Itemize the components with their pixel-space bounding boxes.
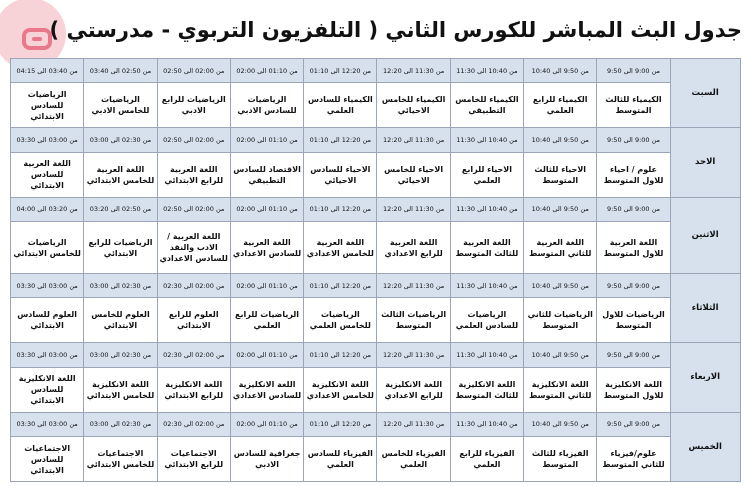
subject-cell: علوم/فيزياء للثاني المتوسط: [597, 437, 670, 482]
subject-cell: علوم / احياء للاول المتوسط: [597, 152, 670, 197]
time-slot: من 01:10 الى 02:00: [230, 343, 303, 367]
subject-cell: الرياضيات للثاني المتوسط: [524, 298, 597, 343]
time-slot: من 12:20 الى 01:10: [304, 59, 377, 83]
subject-cell: اللغة العربية للاول المتوسط: [597, 222, 670, 274]
time-slot: من 01:10 الى 02:00: [230, 128, 303, 152]
time-slot: من 03:20 الى 04:00: [11, 197, 84, 221]
subject-row: [11, 222, 741, 274]
time-slot: من 11:30 الى 12:20: [377, 412, 450, 436]
subject-cell: الرياضيات للسادس العلمي: [450, 298, 523, 343]
time-slot: من 9:00 الى 9:50: [597, 59, 670, 83]
subject-cell: اللغة العربية للسادس الابتدائي: [11, 152, 84, 197]
subject-cell: الرياضيات للخامس العلمي: [304, 298, 377, 343]
time-slot: من 02:50 الى 03:40: [84, 59, 157, 83]
subject-row: [11, 152, 741, 197]
time-slot: من 9:00 الى 9:50: [597, 128, 670, 152]
time-slot: من 02:30 الى 03:00: [84, 412, 157, 436]
subject-cell: اللغة الانكليزية للاول المتوسط: [597, 367, 670, 412]
time-slot: من 10:40 الى 11:30: [450, 59, 523, 83]
subject-cell: جغرافية للسادس الادبي: [230, 437, 303, 482]
time-slot: من 10:40 الى 11:30: [450, 197, 523, 221]
day-label: الاحد: [670, 128, 740, 197]
subject-cell: الرياضيات للخامس الادبي: [84, 83, 157, 128]
time-row: [11, 59, 741, 83]
subject-cell: اللغة العربية للثاني المتوسط: [524, 222, 597, 274]
time-slot: من 9:00 الى 9:50: [597, 343, 670, 367]
time-slot: من 9:00 الى 9:50: [597, 197, 670, 221]
subject-row: [11, 367, 741, 412]
subject-cell: اللغة الانكليزية للخامس الابتدائي: [84, 367, 157, 412]
subject-row: [11, 437, 741, 482]
subject-cell: اللغة العربية للسادس الاعدادي: [230, 222, 303, 274]
subject-cell: الرياضيات للرابع الابتدائي: [84, 222, 157, 274]
subject-cell: الاحياء للخامس الاحيائي: [377, 152, 450, 197]
time-slot: من 10:40 الى 11:30: [450, 274, 523, 298]
subject-cell: الرياضيات الثالث المتوسط: [377, 298, 450, 343]
time-slot: من 9:50 الى 10:40: [524, 59, 597, 83]
time-slot: من 10:40 الى 11:30: [450, 128, 523, 152]
subject-cell: العلوم للسادس الابتدائي: [11, 298, 84, 343]
time-slot: من 01:10 الى 02:00: [230, 412, 303, 436]
time-slot: من 12:20 الى 01:10: [304, 343, 377, 367]
time-slot: من 9:50 الى 10:40: [524, 412, 597, 436]
subject-cell: الاحياء للسادس الاحيائي: [304, 152, 377, 197]
subject-cell: الفيزياء للثالث المتوسط: [524, 437, 597, 482]
subject-cell: الاجتماعيات للخامس الابتدائي: [84, 437, 157, 482]
time-slot: من 10:40 الى 11:30: [450, 412, 523, 436]
subject-cell: الكيمياء للرابع العلمي: [524, 83, 597, 128]
subject-row: [11, 298, 741, 343]
subject-cell: اللغة العربية للخامس الاعدادي: [304, 222, 377, 274]
time-slot: من 03:00 الى 03:30: [11, 412, 84, 436]
subject-cell: الاجتماعيات للرابع الابتدائي: [157, 437, 230, 482]
time-slot: من 02:30 الى 03:00: [84, 274, 157, 298]
time-slot: من 02:00 الى 02:30: [157, 343, 230, 367]
day-label: الخميس: [670, 412, 740, 481]
time-row: [11, 274, 741, 298]
time-row: [11, 128, 741, 152]
time-slot: من 02:00 الى 02:50: [157, 128, 230, 152]
time-slot: من 03:00 الى 03:30: [11, 343, 84, 367]
subject-cell: الكيمياء للخامس الاحيائي: [377, 83, 450, 128]
subject-cell: اللغة العربية للخامس الابتدائي: [84, 152, 157, 197]
time-slot: من 02:50 الى 03:20: [84, 197, 157, 221]
subject-cell: اللغة العربية للثالث المتوسط: [450, 222, 523, 274]
subject-cell: الفيزياء للرابع العلمي: [450, 437, 523, 482]
time-slot: من 11:30 الى 12:20: [377, 128, 450, 152]
subject-cell: الكيمياء للسادس العلمي: [304, 83, 377, 128]
page-title: جدول البث المباشر للكورس الثاني ( التلفزيون التربوي - مدرستي ): [49, 18, 742, 42]
time-slot: من 12:20 الى 01:10: [304, 274, 377, 298]
subject-cell: الكيمياء للثالث المتوسط: [597, 83, 670, 128]
subject-cell: الرياضيات للرابع الادبي: [157, 83, 230, 128]
time-row: [11, 343, 741, 367]
subject-cell: العلوم للرابع الابتدائي: [157, 298, 230, 343]
time-slot: من 02:00 الى 02:30: [157, 412, 230, 436]
time-slot: من 03:40 الى 04:15: [11, 59, 84, 83]
time-slot: من 9:00 الى 9:50: [597, 412, 670, 436]
subject-cell: الكيمياء للخامس التطبيقي: [450, 83, 523, 128]
subject-cell: اللغة الانكليزية للسادس الاعدادي: [230, 367, 303, 412]
time-slot: من 11:30 الى 12:20: [377, 59, 450, 83]
subject-cell: الرياضيات للسادس الادبي: [230, 83, 303, 128]
time-slot: من 9:50 الى 10:40: [524, 197, 597, 221]
time-slot: من 12:20 الى 01:10: [304, 128, 377, 152]
subject-cell: اللغة الانكليزية للثاني المتوسط: [524, 367, 597, 412]
subject-cell: اللغة الانكليزية للخامس الاعدادي: [304, 367, 377, 412]
time-slot: من 9:00 الى 9:50: [597, 274, 670, 298]
day-label: الاربعاء: [670, 343, 740, 412]
time-slot: من 11:30 الى 12:20: [377, 197, 450, 221]
day-label: السبت: [670, 59, 740, 128]
subject-cell: اللغة الانكليزية للرابع الاعدادي: [377, 367, 450, 412]
time-slot: من 01:10 الى 02:00: [230, 59, 303, 83]
time-slot: من 02:30 الى 03:00: [84, 128, 157, 152]
subject-cell: الاقتصاد للسادس التطبيقي: [230, 152, 303, 197]
time-slot: من 03:00 الى 03:30: [11, 274, 84, 298]
time-slot: من 12:20 الى 01:10: [304, 412, 377, 436]
subject-cell: العلوم للخامس الابتدائي: [84, 298, 157, 343]
time-slot: من 03:00 الى 03:30: [11, 128, 84, 152]
time-slot: من 01:10 الى 02:00: [230, 274, 303, 298]
time-slot: من 12:20 الى 01:10: [304, 197, 377, 221]
subject-cell: الاحياء للرابع العلمي: [450, 152, 523, 197]
subject-cell: الرياضيات للاول المتوسط: [597, 298, 670, 343]
subject-cell: الرياضيات للسادس الابتدائي: [11, 83, 84, 128]
subject-cell: اللغة الانكليزية للرابع الابتدائي: [157, 367, 230, 412]
subject-row: [11, 83, 741, 128]
time-row: [11, 412, 741, 436]
time-slot: من 02:00 الى 02:50: [157, 59, 230, 83]
time-slot: من 9:50 الى 10:40: [524, 274, 597, 298]
time-slot: من 11:30 الى 12:20: [377, 274, 450, 298]
time-slot: من 02:30 الى 03:00: [84, 343, 157, 367]
subject-cell: اللغة العربية للرابع الابتدائي: [157, 152, 230, 197]
subject-cell: الرياضيات للخامس الابتدائي: [11, 222, 84, 274]
subject-cell: الفيزياء للخامس العلمي: [377, 437, 450, 482]
subject-cell: اللغة العربية /الادب والنقد للسادس الاعدادي: [157, 222, 230, 274]
day-label: الاثنين: [670, 197, 740, 273]
subject-cell: الاحياء للثالث المتوسط: [524, 152, 597, 197]
subject-cell: اللغة العربية للرابع الاعدادي: [377, 222, 450, 274]
subject-cell: اللغة الانكليزية للثالث المتوسط: [450, 367, 523, 412]
subject-cell: الاجتماعيات للسادس الابتدائي: [11, 437, 84, 482]
time-slot: من 9:50 الى 10:40: [524, 128, 597, 152]
time-slot: من 9:50 الى 10:40: [524, 343, 597, 367]
time-row: [11, 197, 741, 221]
subject-cell: اللغة الانكليزية للسادس الابتدائي: [11, 367, 84, 412]
day-label: الثلاثاء: [670, 274, 740, 343]
time-slot: من 10:40 الى 11:30: [450, 343, 523, 367]
schedule-table: [10, 58, 741, 482]
time-slot: من 01:10 الى 02:00: [230, 197, 303, 221]
subject-cell: الرياضيات للرابع العلمي: [230, 298, 303, 343]
time-slot: من 02:00 الى 02:50: [157, 197, 230, 221]
time-slot: من 02:00 الى 02:30: [157, 274, 230, 298]
time-slot: من 11:30 الى 12:20: [377, 343, 450, 367]
subject-cell: الفيزياء للسادس العلمي: [304, 437, 377, 482]
